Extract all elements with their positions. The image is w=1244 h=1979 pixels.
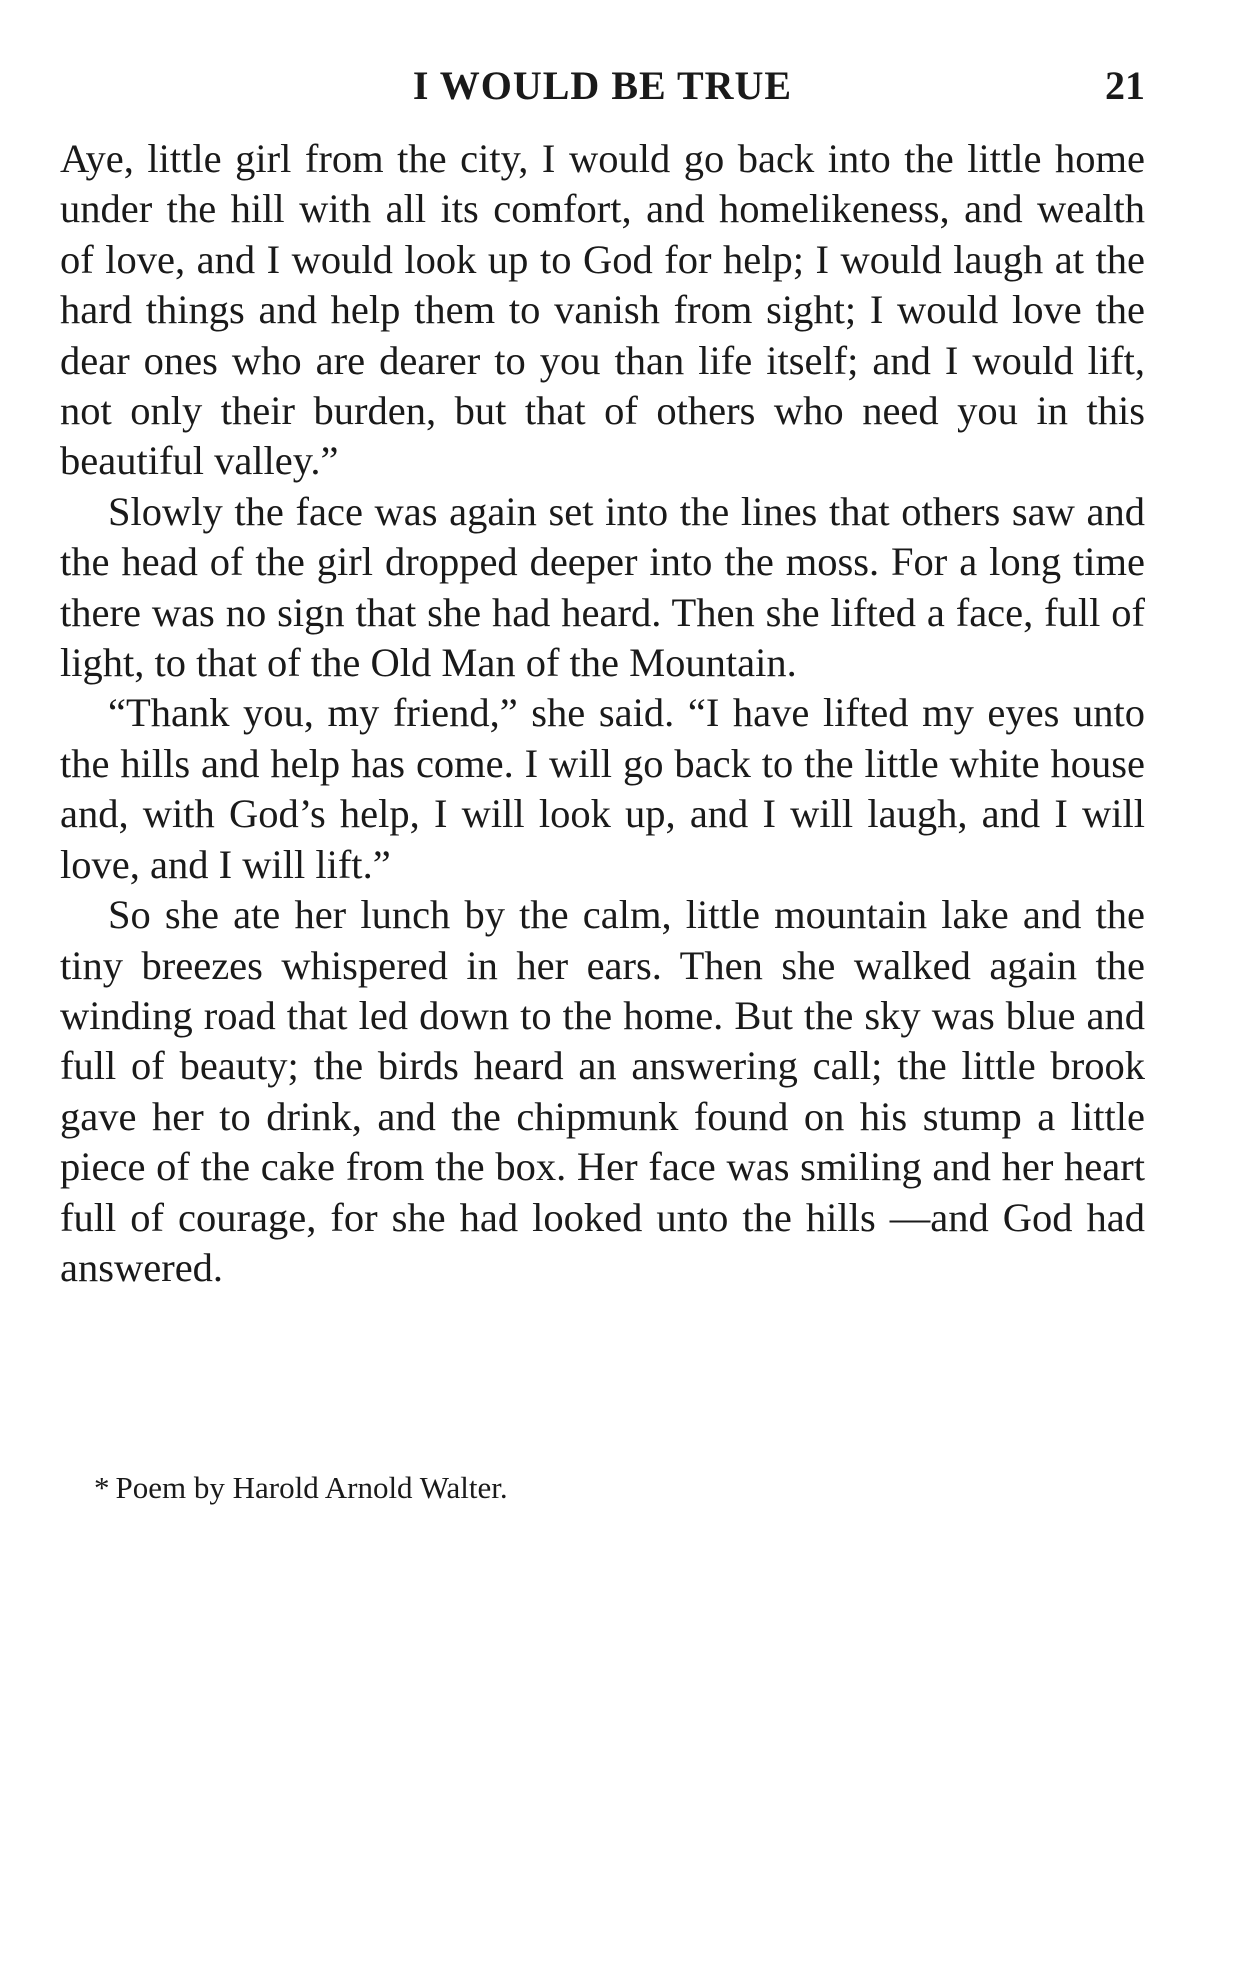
- paragraph: Aye, little girl from the city, I would go back into the little home under the hill with all its comfort, and homelikeness, and wealth of love, and I would look up to God for help; I would laugh at the hard things and help them to vanish from sight; I would love the dear ones who are dearer to you than life itself; and I would lift, not only their burden, but that of others who need you in this beautiful valley.”: [60, 136, 1145, 484]
- page-number: 21: [1105, 63, 1145, 108]
- paragraph: So she ate her lunch by the calm, little mountain lake and the tiny breezes whispered in her ears. Then she walked again the winding road that led down to the home. But the sky was blue and full of beauty; the birds heard an answering call; the little brook gave her to drink, and the chipmunk found on his stump a little piece of the cake from the box. Her face was smiling and her heart full of courage, for she had looked unto the hills —and God had answered.: [60, 892, 1145, 1290]
- footnote-mark: *: [94, 1470, 110, 1505]
- paragraph: “Thank you, my friend,” she said. “I have lifted my eyes unto the hills and help has come. I will go back to the little white house and, with God’s help, I will look up, and I will laugh, and I will love, and I will lift.”: [60, 690, 1145, 887]
- body-text: [60, 134, 1145, 1293]
- footnote: [94, 1468, 508, 1508]
- paragraph: Slowly the face was again set into the lines that others saw and the head of the girl dropped deeper into the moss. For a long time there was no sign that she had heard. Then she lifted a face, full of light, to that of the Old Man of the Mountain.: [60, 488, 1145, 686]
- running-title: I WOULD BE TRUE: [412, 63, 793, 108]
- footnote-text: Poem by Harold Arnold Walter.: [115, 1470, 508, 1505]
- page-header: [60, 62, 1145, 112]
